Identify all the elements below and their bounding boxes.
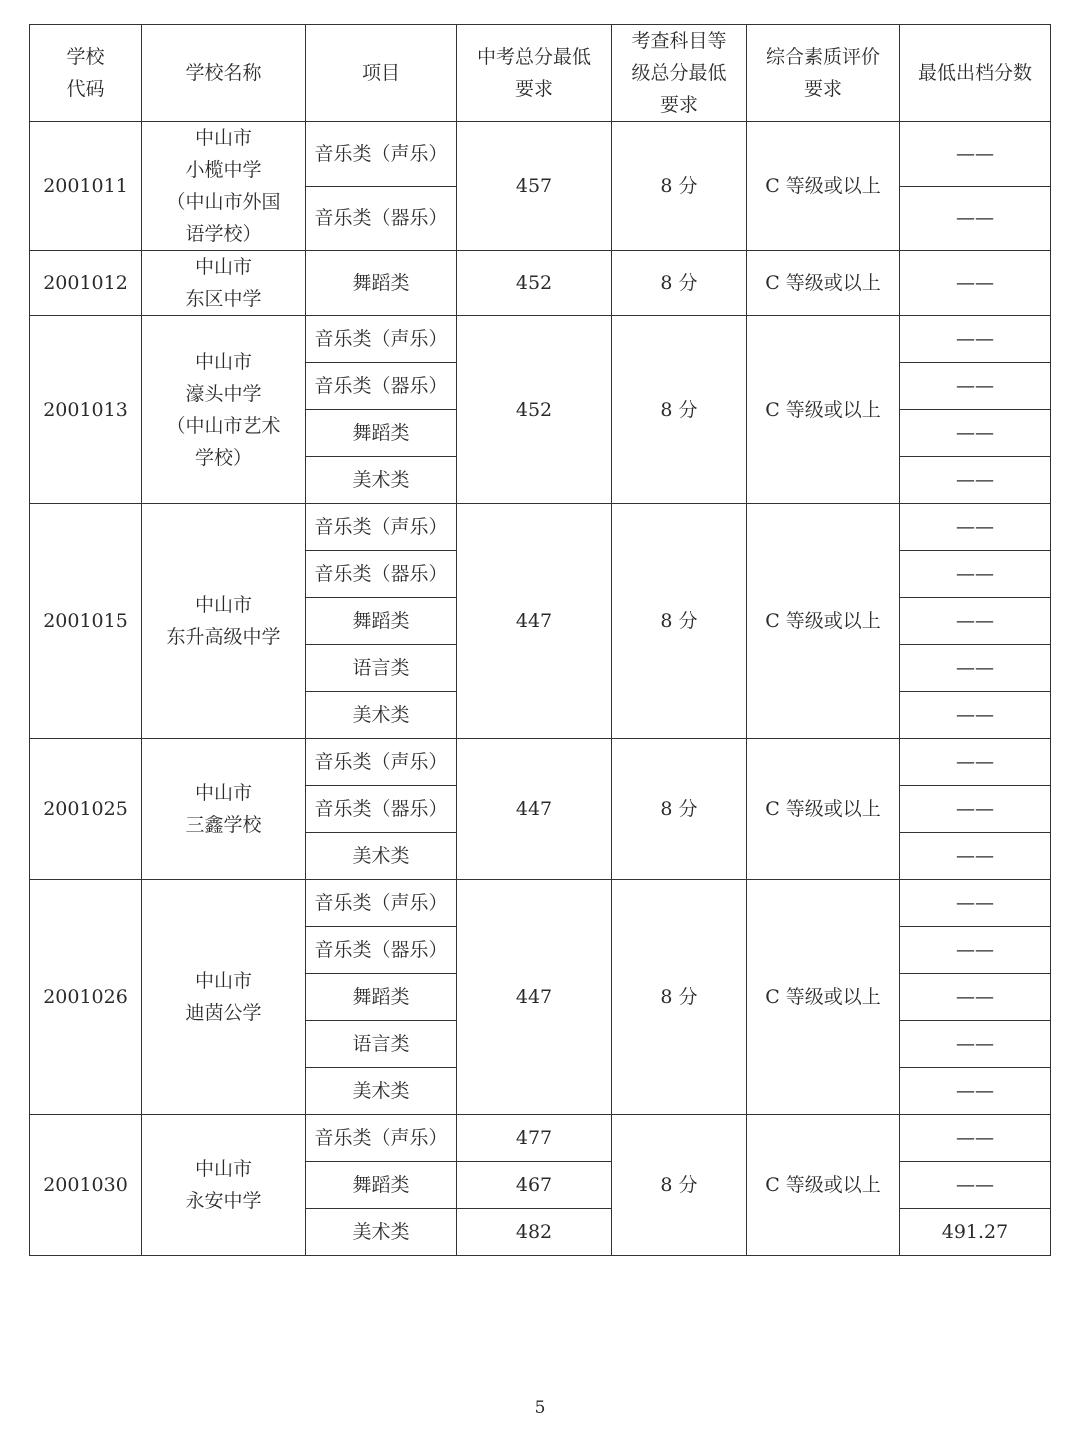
item-cell: 语言类 <box>306 1021 457 1068</box>
school-name-cell: 中山市 永安中学 <box>142 1115 306 1256</box>
table-row <box>30 880 1051 927</box>
total-score-cell: 447 <box>457 880 612 1115</box>
table-body <box>30 122 1051 1256</box>
item-cell: 音乐类（声乐） <box>306 739 457 786</box>
min-score-cell: —— <box>900 551 1051 598</box>
school-name-cell: 中山市 濠头中学 （中山市艺术 学校） <box>142 316 306 504</box>
min-score-cell: —— <box>900 880 1051 927</box>
item-cell: 音乐类（声乐） <box>306 122 457 187</box>
school-name-cell: 中山市 东升高级中学 <box>142 504 306 739</box>
school-code-cell: 2001026 <box>30 880 142 1115</box>
school-code-cell: 2001025 <box>30 739 142 880</box>
item-cell: 语言类 <box>306 645 457 692</box>
total-score-cell: 447 <box>457 504 612 739</box>
min-score-cell: —— <box>900 927 1051 974</box>
header-min-score: 最低出档分数 <box>900 25 1051 122</box>
grade-score-cell: 8 分 <box>612 122 747 251</box>
quality-evaluation-cell: C 等级或以上 <box>747 1115 900 1256</box>
total-score-cell: 482 <box>457 1209 612 1256</box>
table-row <box>30 1115 1051 1162</box>
item-cell: 音乐类（器乐） <box>306 551 457 598</box>
quality-evaluation-cell: C 等级或以上 <box>747 880 900 1115</box>
item-cell: 舞蹈类 <box>306 251 457 316</box>
grade-score-cell: 8 分 <box>612 316 747 504</box>
table-row <box>30 251 1051 316</box>
grade-score-cell: 8 分 <box>612 880 747 1115</box>
quality-evaluation-cell: C 等级或以上 <box>747 316 900 504</box>
total-score-cell: 447 <box>457 739 612 880</box>
quality-evaluation-cell: C 等级或以上 <box>747 122 900 251</box>
min-score-cell: —— <box>900 833 1051 880</box>
min-score-cell: —— <box>900 1162 1051 1209</box>
min-score-cell: —— <box>900 186 1051 251</box>
min-score-cell: —— <box>900 316 1051 363</box>
table-row <box>30 122 1051 187</box>
item-cell: 音乐类（声乐） <box>306 504 457 551</box>
item-cell: 音乐类（声乐） <box>306 316 457 363</box>
table-row <box>30 504 1051 551</box>
grade-score-cell: 8 分 <box>612 739 747 880</box>
min-score-cell: —— <box>900 1021 1051 1068</box>
school-name-cell: 中山市 迪茵公学 <box>142 880 306 1115</box>
header-code: 学校 代码 <box>30 25 142 122</box>
school-code-cell: 2001013 <box>30 316 142 504</box>
admission-score-table <box>29 24 1051 1256</box>
item-cell: 美术类 <box>306 833 457 880</box>
min-score-cell: —— <box>900 122 1051 187</box>
item-cell: 音乐类（声乐） <box>306 880 457 927</box>
total-score-cell: 457 <box>457 122 612 251</box>
page-number: 5 <box>534 1398 546 1418</box>
quality-evaluation-cell: C 等级或以上 <box>747 251 900 316</box>
grade-score-cell: 8 分 <box>612 1115 747 1256</box>
item-cell: 音乐类（器乐） <box>306 786 457 833</box>
table-row <box>30 316 1051 363</box>
school-name-cell: 中山市 东区中学 <box>142 251 306 316</box>
item-cell: 音乐类（器乐） <box>306 927 457 974</box>
min-score-cell: —— <box>900 786 1051 833</box>
min-score-cell: —— <box>900 645 1051 692</box>
header-item: 项目 <box>306 25 457 122</box>
min-score-cell: —— <box>900 692 1051 739</box>
min-score-cell: —— <box>900 457 1051 504</box>
header-total-score: 中考总分最低 要求 <box>457 25 612 122</box>
min-score-cell: —— <box>900 363 1051 410</box>
item-cell: 音乐类（器乐） <box>306 186 457 251</box>
header-grade-score: 考查科目等 级总分最低 要求 <box>612 25 747 122</box>
school-name-cell: 中山市 小榄中学 （中山市外国 语学校） <box>142 122 306 251</box>
item-cell: 美术类 <box>306 457 457 504</box>
grade-score-cell: 8 分 <box>612 504 747 739</box>
school-code-cell: 2001030 <box>30 1115 142 1256</box>
item-cell: 美术类 <box>306 1209 457 1256</box>
total-score-cell: 452 <box>457 316 612 504</box>
school-name-cell: 中山市 三鑫学校 <box>142 739 306 880</box>
grade-score-cell: 8 分 <box>612 251 747 316</box>
item-cell: 舞蹈类 <box>306 598 457 645</box>
min-score-cell: —— <box>900 739 1051 786</box>
item-cell: 舞蹈类 <box>306 410 457 457</box>
min-score-cell: —— <box>900 1068 1051 1115</box>
header-school-name: 学校名称 <box>142 25 306 122</box>
min-score-cell: —— <box>900 598 1051 645</box>
total-score-cell: 467 <box>457 1162 612 1209</box>
table-header-row <box>30 25 1051 122</box>
quality-evaluation-cell: C 等级或以上 <box>747 739 900 880</box>
total-score-cell: 452 <box>457 251 612 316</box>
school-code-cell: 2001011 <box>30 122 142 251</box>
school-code-cell: 2001012 <box>30 251 142 316</box>
min-score-cell: —— <box>900 410 1051 457</box>
min-score-cell: 491.27 <box>900 1209 1051 1256</box>
min-score-cell: —— <box>900 251 1051 316</box>
school-code-cell: 2001015 <box>30 504 142 739</box>
item-cell: 舞蹈类 <box>306 974 457 1021</box>
item-cell: 音乐类（声乐） <box>306 1115 457 1162</box>
item-cell: 美术类 <box>306 1068 457 1115</box>
item-cell: 音乐类（器乐） <box>306 363 457 410</box>
item-cell: 美术类 <box>306 692 457 739</box>
quality-evaluation-cell: C 等级或以上 <box>747 504 900 739</box>
total-score-cell: 477 <box>457 1115 612 1162</box>
item-cell: 舞蹈类 <box>306 1162 457 1209</box>
min-score-cell: —— <box>900 504 1051 551</box>
header-quality-evaluation: 综合素质评价 要求 <box>747 25 900 122</box>
table-row <box>30 739 1051 786</box>
min-score-cell: —— <box>900 974 1051 1021</box>
min-score-cell: —— <box>900 1115 1051 1162</box>
